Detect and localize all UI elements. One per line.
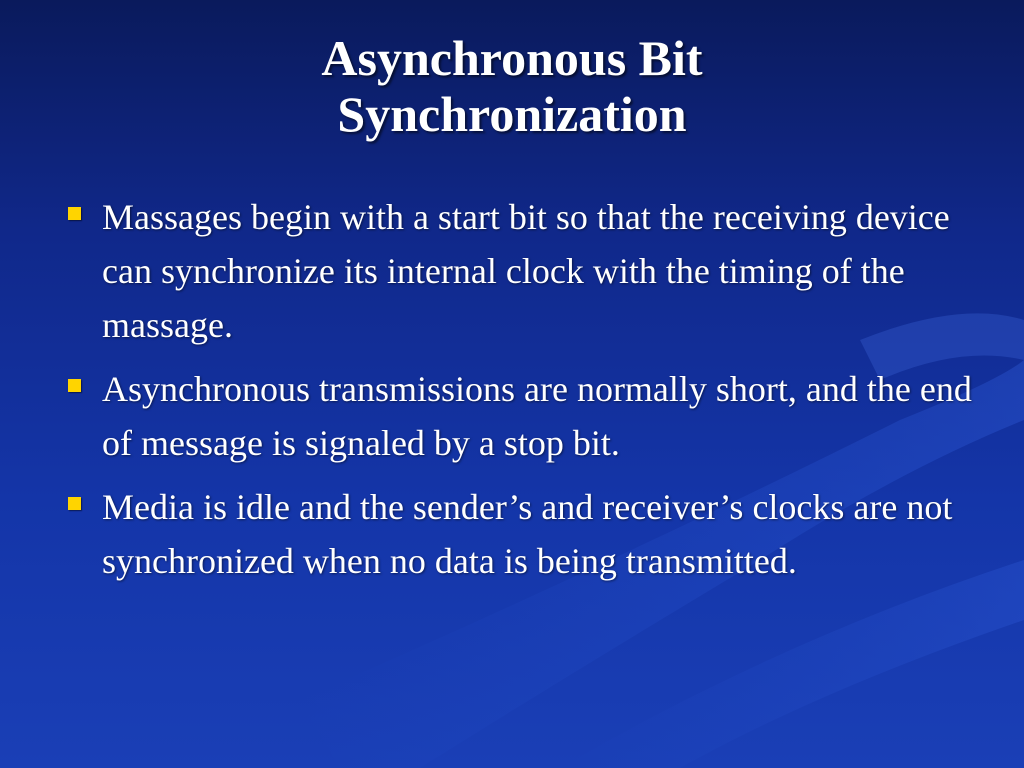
bullet-text: Massages begin with a start bit so that the receiving device can synchronize its internal clock with the timing of the massage. [102,197,950,345]
bullet-item [60,190,980,352]
square-bullet-icon [68,497,81,510]
bullet-text: Media is idle and the sender’s and receiver’s clocks are not synchronized when no data is being transmitted. [102,487,953,581]
square-bullet-icon [68,207,81,220]
slide-title [0,30,1024,142]
bullet-text: Asynchronous transmissions are normally short, and the end of message is signaled by a stop bit. [102,369,972,463]
bullet-list [60,190,980,598]
bullet-item [60,480,980,588]
slide-title-line-2: Synchronization [337,86,687,142]
bullet-item [60,362,980,470]
slide-title-line-1: Asynchronous Bit [321,30,703,86]
square-bullet-icon [68,379,81,392]
